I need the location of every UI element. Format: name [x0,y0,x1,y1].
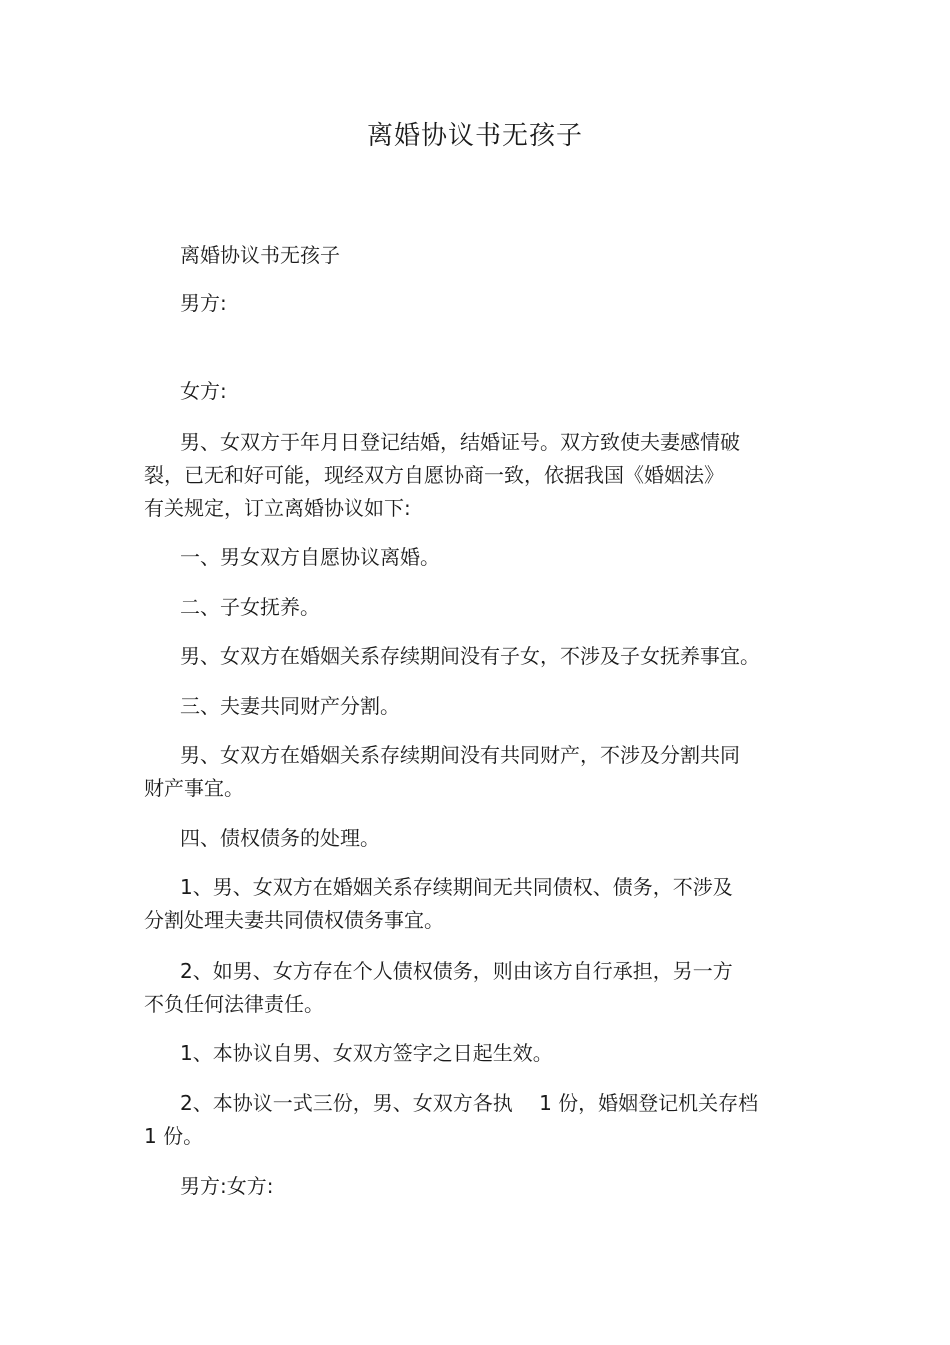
paragraph-subtitle: 离婚协议书无孩子 [180,243,340,267]
paragraph-clause-3-body: 男、女双方在婚姻关系存续期间没有共同财产，不涉及分割共同 财产事宜。 [144,743,740,800]
paragraph-signatures: 男方:女方: [180,1174,274,1198]
document-title: 离婚协议书无孩子 [366,121,583,151]
paragraph-clause-2-body: 男、女双方在婚姻关系存续期间没有子女，不涉及子女抚养事宜。 [180,644,760,668]
paragraph-wife-label: 女方: [180,379,227,403]
paragraph-clause-1: 一、男女双方自愿协议离婚。 [180,545,440,569]
paragraph-copies: 2、本协议一式三份，男、女双方各执 1 份，婚姻登记机关存档 1 份。 [144,1091,759,1148]
paragraph-clause-2-heading: 二、子女抚养。 [180,595,320,619]
paragraph-intro: 男、女双方于年月日登记结婚，结婚证号。双方致使夫妻感情破 裂，已无和好可能，现经双方自愿协商一致，依据我国《婚姻法》 有关规定，订立离婚协议如下: [144,430,740,520]
paragraph-husband-label: 男方: [180,291,227,315]
paragraph-clause-4-heading: 四、债权债务的处理。 [180,826,380,850]
paragraph-clause-4-item-2: 2、如男、女方存在个人债权债务，则由该方自行承担，另一方 不负任何法律责任。 [144,959,733,1016]
paragraph-clause-3-heading: 三、夫妻共同财产分割。 [180,694,400,718]
paragraph-clause-4-item-1: 1、男、女双方在婚姻关系存续期间无共同债权、债务，不涉及 分割处理夫妻共同债权债务事宜。 [144,875,733,932]
paragraph-effective: 1、本协议自男、女双方签字之日起生效。 [180,1041,553,1065]
